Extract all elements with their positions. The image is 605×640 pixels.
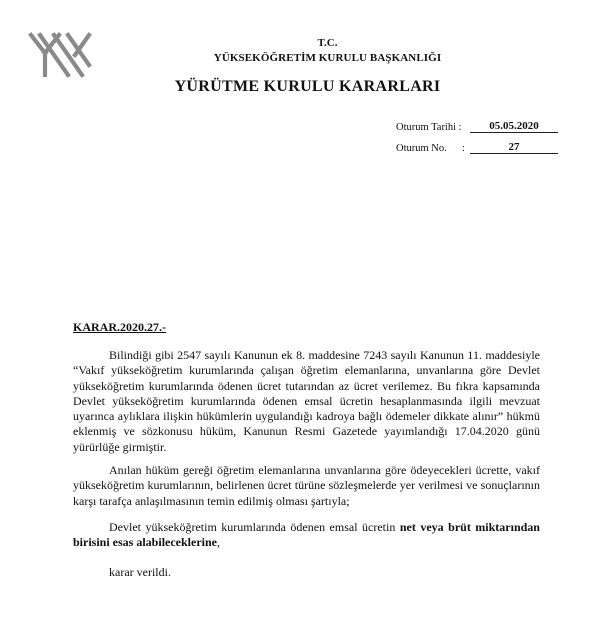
decision-paragraph-3 (73, 520, 540, 551)
country-label: T.C. (317, 37, 338, 49)
meeting-date-label: Oturum Tarihi : (396, 122, 462, 133)
institution-name: YÜKSEKÖĞRETİM KURULU BAŞKANLIĞI (213, 52, 442, 64)
decision-closing: karar verildi. (109, 565, 171, 579)
decision-number: KARAR.2020.27.- (73, 320, 166, 334)
decision-paragraph-1: Bilindiği gibi 2547 sayılı Kanunun ek 8. maddesine 7243 sayılı Kanunun 11. maddesiyle “Vakıf yükseköğretim kurumlarında çalışan öğretim elemanlarına, unvanlarına göre Devlet yükseköğretim kurumlarında ödenen ücret tutarından az ücret verilemez. Bu fıkra kapsamında Devlet yükseköğretim kurumlarında ödenen emsal ücretin hesaplanmasında ilgili mevzuat uyarınca aylıklara ilişkin hükümlerin uygulandığı kadroya bağlı ödemeler dikkate alınır” hükmü eklenmiş ve sözkonusu hüküm, Kanunun Resmi Gazetede yayımlandığı 17.04.2020 günü yürürlüğe girmiştir. (73, 348, 540, 454)
meeting-number-colon: : (462, 143, 465, 154)
paragraph-3-bold-text: net veya brüt miktarından birisini esas alabileceklerine (73, 520, 540, 550)
meeting-number-value: 27 (470, 141, 558, 154)
paragraph-3-text: Devlet yükseköğretim kurumlarında ödenen emsal ücretin (109, 520, 400, 534)
decision-paragraph-2: Anılan hüküm gereği öğretim elemanlarına unvanlarına göre ödeyecekleri ücrette, vakıf yükseköğretim kurumlarının, belirlenen ücret türüne sözleşmelerde yer verilmesi ve sonuçlarının karşı tarafça anlaşılmasının temin edilmiş olması şartıyla; (73, 463, 540, 508)
meeting-date-value: 05.05.2020 (470, 120, 558, 133)
document-title: YÜRÜTME KURULU KARARLARI (174, 78, 441, 95)
paragraph-3-end: , (217, 535, 220, 550)
meeting-number-label: Oturum No. (396, 143, 447, 154)
